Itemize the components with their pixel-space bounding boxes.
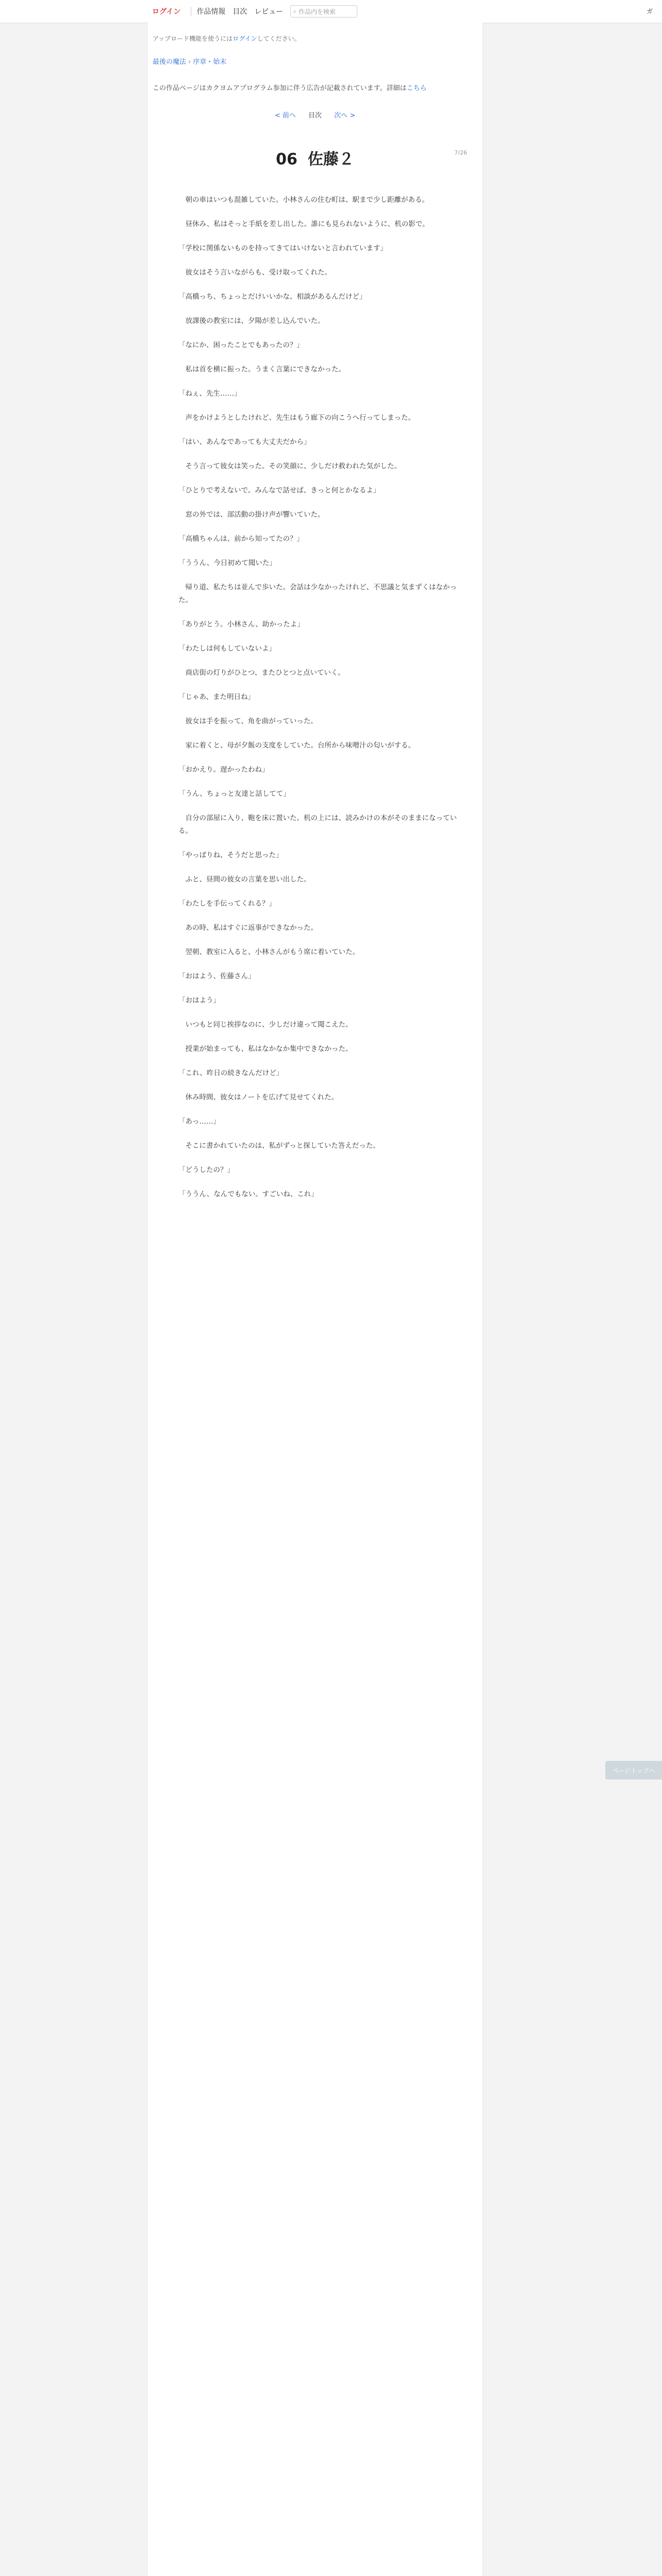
- body-paragraph: 「高橋っち、ちょっとだけいいかな。相談があるんだけど」: [178, 293, 367, 301]
- body-paragraph: 昼休み、私はそっと手紙を差し出した。誰にも見られないように、机の影で。: [185, 220, 429, 228]
- body-paragraph: 「あっ……」: [178, 1117, 220, 1126]
- body-paragraph: 放課後の教室には、夕陽が差し込んでいた。: [185, 317, 325, 325]
- body-paragraph: 「ひとりで考えないで。みんなで話せば、きっと何とかなるよ」: [178, 486, 380, 495]
- body-paragraph: 朝の車はいつも混雑していた。小林さんの住む町は、駅まで少し距離がある。: [185, 196, 429, 204]
- episode-page: [147, 23, 483, 2576]
- body-paragraph: 「うん、ちょっと友達と話してて」: [178, 790, 290, 798]
- login-notice: [153, 34, 483, 43]
- body-paragraph: そう言って彼女は笑った。その笑顔に、少しだけ救われた気がした。: [185, 462, 401, 470]
- body-paragraph: 声をかけようとしたけれど、先生はもう廊下の向こうへ行ってしまった。: [185, 414, 415, 422]
- body-paragraph: 「おかえり。遅かったわね」: [178, 766, 269, 774]
- next-episode-link[interactable]: 次へ >: [334, 112, 356, 120]
- ad-notice-link[interactable]: こちら: [406, 84, 427, 92]
- body-paragraph: 「なにか、困ったことでもあったの？」: [178, 341, 304, 349]
- menu-button[interactable]: ガ: [646, 8, 653, 15]
- page-count: 7/26: [454, 149, 467, 156]
- body-paragraph: いつもと同じ挨拶なのに、少しだけ違って聞こえた。: [185, 1021, 353, 1029]
- body-paragraph: 帰り道、私たちは並んで歩いた。会話は少なかったけれど、不思議と気まずくはなかった。: [178, 583, 457, 604]
- body-paragraph: 「ううん、今日初めて聞いた」: [178, 559, 276, 567]
- breadcrumb-work[interactable]: 最後の魔法: [153, 58, 187, 66]
- body-paragraph: 「これ、昨日の続きなんだけど」: [178, 1069, 284, 1077]
- body-paragraph: 窓の外では、部活動の掛け声が響いていた。: [185, 511, 325, 519]
- body-paragraph: 「ううん、なんでもない。すごいね、これ」: [178, 1190, 318, 1198]
- ad-notice: [153, 82, 483, 92]
- episode-pager: [147, 110, 483, 120]
- top-bar: [0, 0, 662, 23]
- search-icon: ⌕: [293, 7, 297, 15]
- body-paragraph: 「ありがとう。小林さん、助かったよ」: [178, 620, 304, 629]
- episode-body: [178, 194, 457, 1201]
- notice-login-link[interactable]: ログイン: [233, 35, 257, 42]
- body-paragraph: 「やっぱりね、そうだと思った」: [178, 851, 283, 859]
- body-paragraph: 「わたしは何もしていないよ」: [178, 645, 276, 653]
- breadcrumb: [153, 56, 483, 66]
- ad-notice-text: この作品ページはカクヨムアプログラム参加に伴う広告が記載されています。詳細は: [153, 84, 407, 92]
- body-paragraph: 「学校に関係ないものを持ってきてはいけないと言われています」: [178, 244, 387, 252]
- body-paragraph: 「ねぇ、先生……」: [178, 389, 241, 398]
- body-paragraph: 自分の部屋に入り、鞄を床に置いた。机の上には、読みかけの本がそのままになっている。: [178, 814, 457, 835]
- nav-review[interactable]: レビュー: [254, 8, 284, 16]
- body-paragraph: そこに書かれていたのは、私がずっと探していた答えだった。: [185, 1142, 380, 1150]
- body-paragraph: あの時、私はすぐに返事ができなかった。: [185, 924, 318, 932]
- notice-text: アップロード機能を使うには: [153, 35, 233, 42]
- body-paragraph: 「わたしを手伝ってくれる？」: [178, 900, 276, 908]
- body-paragraph: 商店街の灯りがひとつ、またひとつと点いていく。: [185, 669, 345, 677]
- body-paragraph: 「じゃあ、また明日ね」: [178, 693, 255, 701]
- body-paragraph: 家に着くと、母が夕飯の支度をしていた。台所から味噌汁の匂いがする。: [185, 741, 415, 750]
- prev-episode-link[interactable]: < 前へ: [274, 112, 296, 120]
- nav-work-info[interactable]: 作品情報: [196, 8, 226, 16]
- episode-title: [147, 146, 483, 169]
- breadcrumb-chapter[interactable]: 序章・始末: [193, 58, 227, 66]
- episode-number: 06: [276, 150, 297, 168]
- body-paragraph: 「高橋ちゃんは、前から知ってたの？」: [178, 535, 304, 543]
- body-paragraph: 私は首を横に振った。うまく言葉にできなかった。: [185, 365, 345, 374]
- toc-link[interactable]: 目次: [308, 112, 322, 120]
- search-placeholder: 作品内を検索: [299, 8, 336, 15]
- login-link[interactable]: ログイン: [152, 8, 181, 16]
- body-paragraph: 彼女はそう言いながらも、受け取ってくれた。: [185, 268, 332, 277]
- page-top-button[interactable]: ページトップへ: [605, 1761, 662, 1780]
- body-paragraph: 彼女は手を振って、角を曲がっていった。: [185, 717, 318, 725]
- notice-suffix: してください。: [257, 35, 301, 42]
- body-paragraph: 「どうしたの？」: [178, 1166, 234, 1174]
- body-paragraph: 休み時間、彼女はノートを広げて見せてくれた。: [185, 1093, 339, 1101]
- breadcrumb-sep: ›: [188, 58, 191, 66]
- nav-toc[interactable]: 目次: [233, 8, 247, 16]
- body-paragraph: 翌朝、教室に入ると、小林さんがもう席に着いていた。: [185, 948, 359, 956]
- episode-title-text: 佐藤２: [307, 150, 354, 168]
- body-paragraph: 「はい、あんなであっても大丈夫だから」: [178, 438, 311, 446]
- search-input[interactable]: [290, 5, 357, 18]
- body-paragraph: 「おはよう、佐藤さん」: [178, 972, 255, 980]
- body-paragraph: ふと、昼間の彼女の言葉を思い出した。: [185, 875, 311, 884]
- body-paragraph: 「おはよう」: [178, 996, 220, 1005]
- body-paragraph: 授業が始まっても、私はなかなか集中できなかった。: [185, 1045, 353, 1053]
